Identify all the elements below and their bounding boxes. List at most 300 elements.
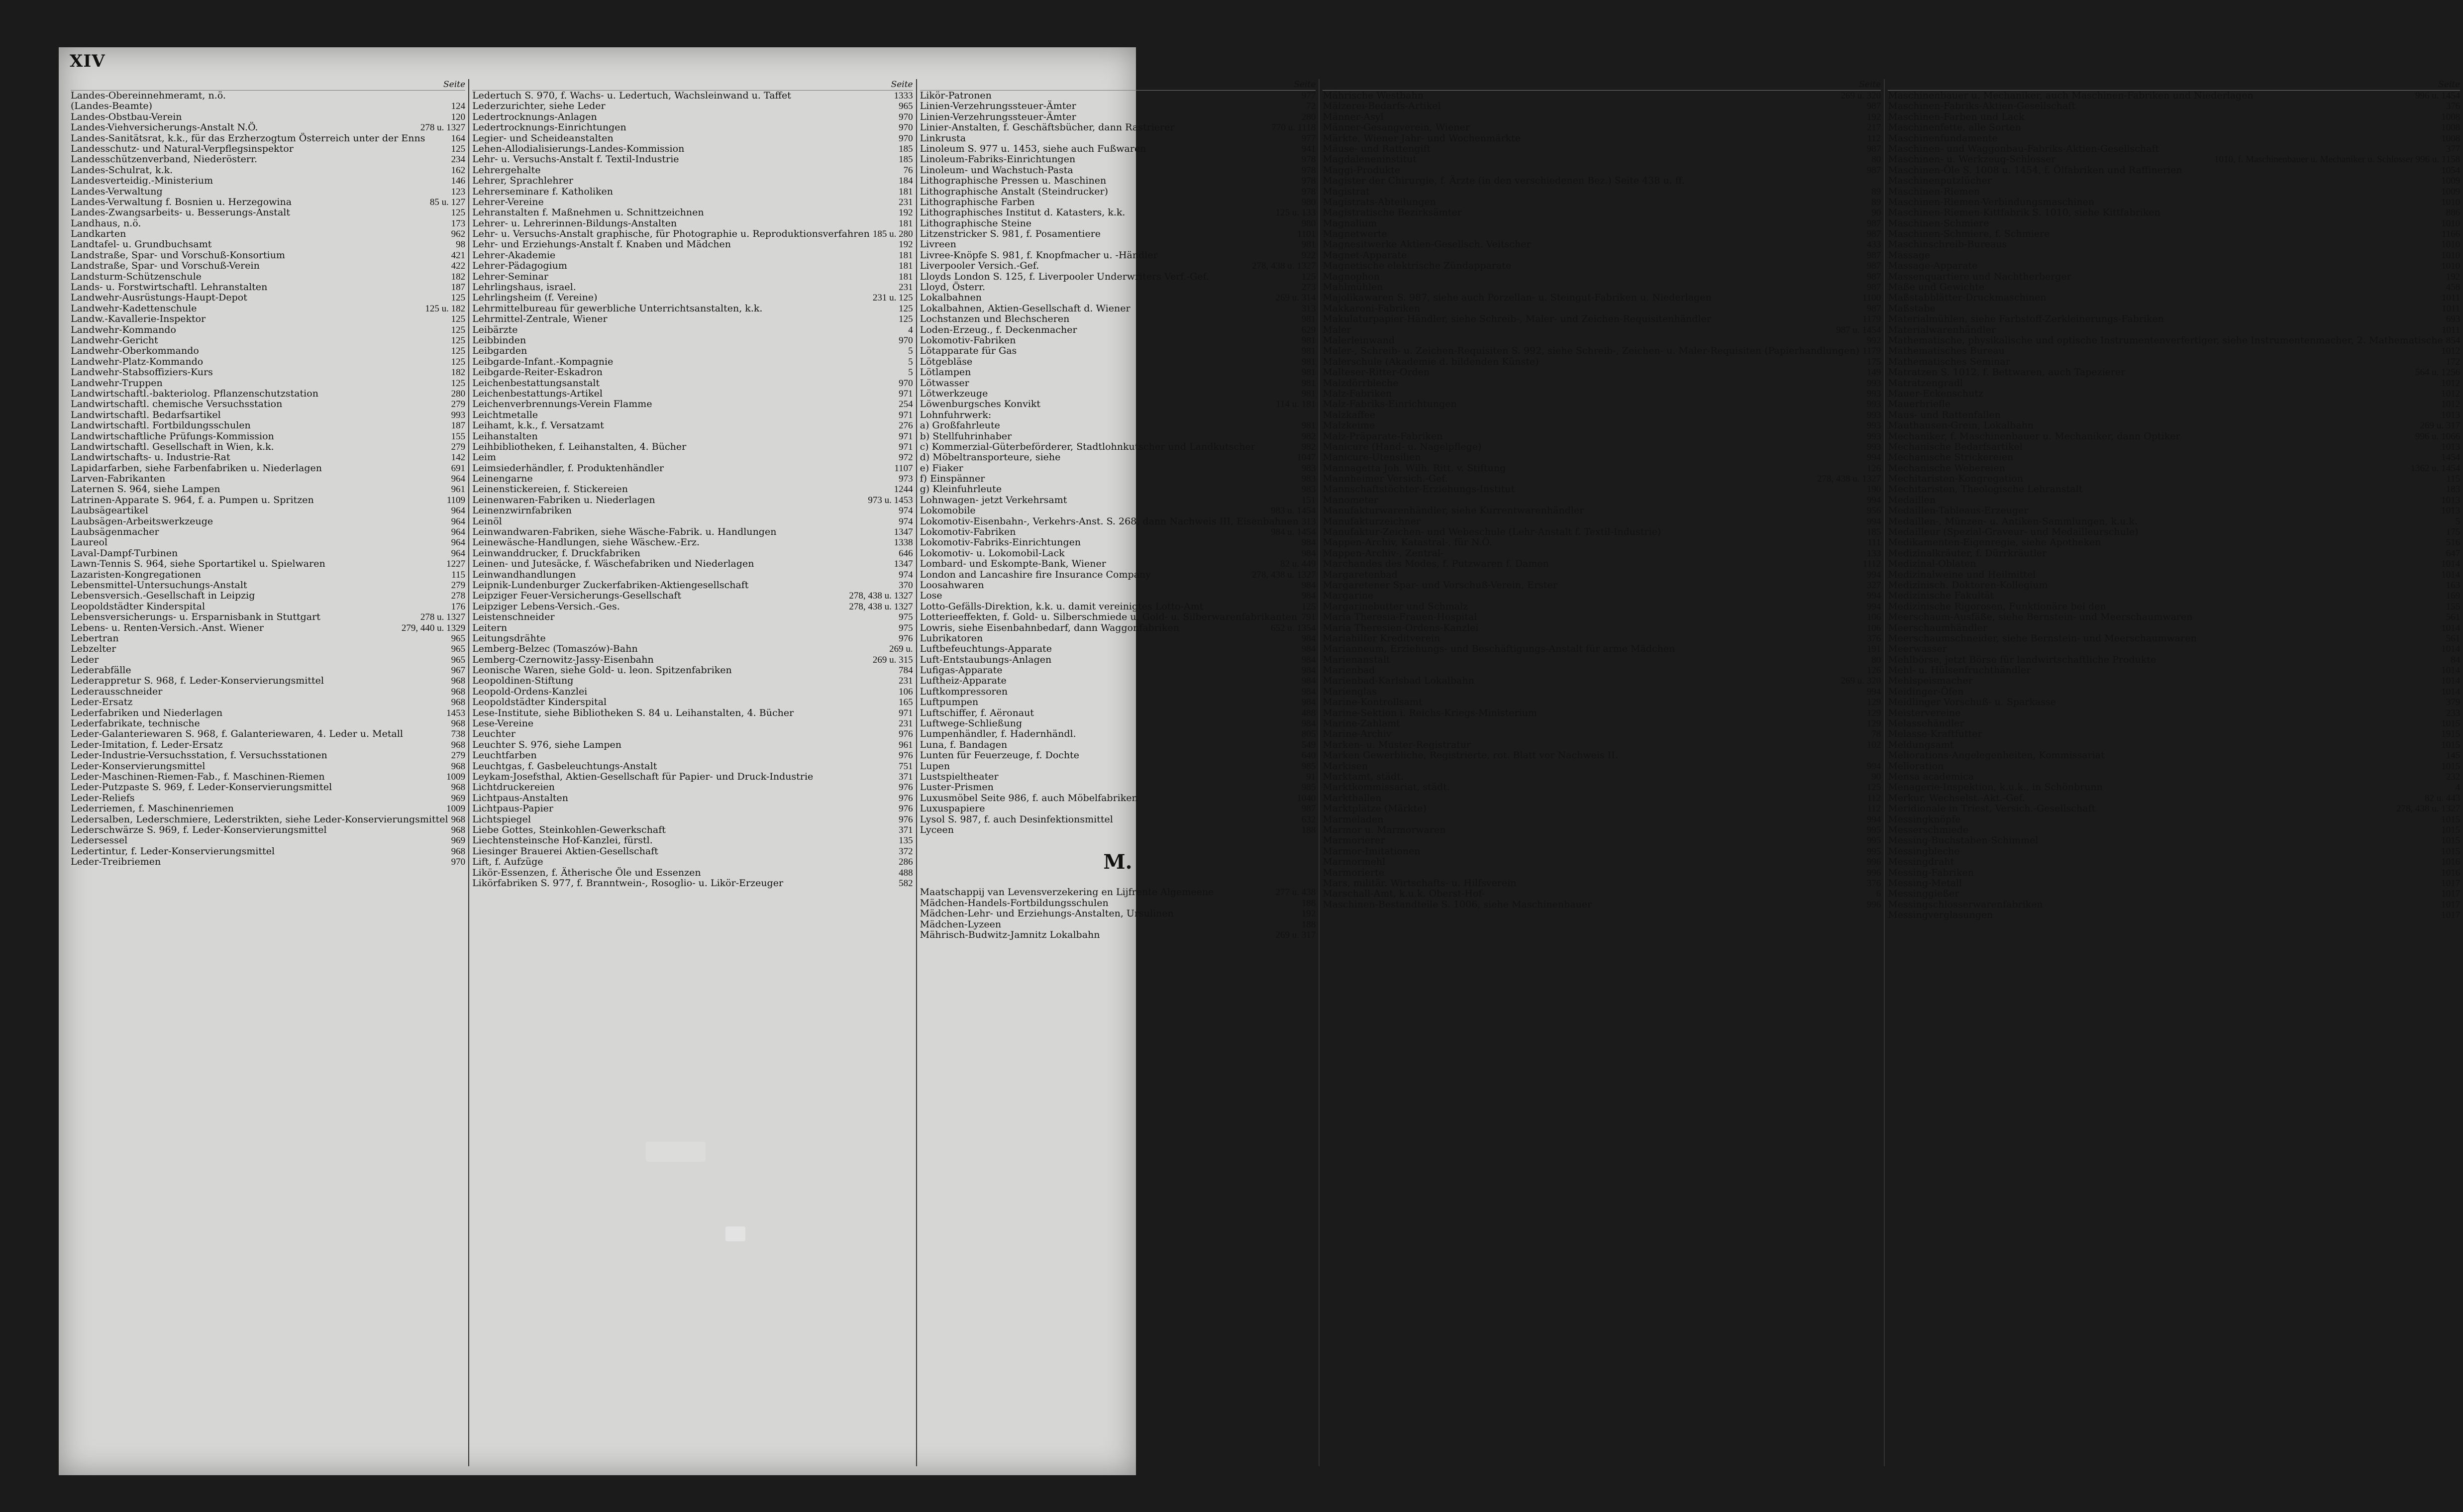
index-entry bbox=[71, 176, 465, 186]
entry-term: Marschall-Amt, k.u.k. Oberst-Hof- bbox=[1323, 888, 1485, 900]
index-entry bbox=[1323, 868, 1881, 878]
entry-page: 981 bbox=[1301, 356, 1316, 367]
entry-page: 964 bbox=[451, 505, 466, 516]
index-entry bbox=[71, 410, 465, 420]
index-entry bbox=[920, 357, 1316, 367]
index-entry bbox=[1888, 239, 2460, 250]
index-entry bbox=[472, 804, 913, 814]
entry-term: Lehr- u. Versuchs-Anstalt graphische, für Photographie u. Reproduktionsverfahren bbox=[472, 228, 870, 240]
entry-term: Leibgarden bbox=[472, 345, 527, 357]
entry-term: Lokomotiv-Eisenbahn-, Verkehrs-Anst. S. 268, dann Nachweis III, Eisenbahnen bbox=[920, 515, 1299, 527]
entry-page: 146 bbox=[451, 176, 466, 187]
entry-term: Landwehr-Platz-Kommando bbox=[71, 356, 204, 367]
entry-term: Maschinen-Riemen bbox=[1888, 186, 1980, 197]
entry-page: 1227 bbox=[446, 559, 466, 570]
index-entry bbox=[920, 708, 1316, 718]
entry-page: 4 bbox=[2455, 782, 2461, 793]
index-entry bbox=[1888, 335, 2460, 346]
index-entry bbox=[920, 431, 1316, 442]
index-entry bbox=[920, 463, 1316, 474]
index-entry bbox=[1888, 229, 2460, 239]
entry-term: Landwehr-Oberkommando bbox=[71, 345, 199, 357]
entry-page: 125 u. 133 bbox=[1275, 207, 1316, 218]
entry-term: Lichtspiegel bbox=[472, 813, 531, 825]
entry-page: 974 bbox=[899, 516, 913, 527]
entry-page: 1009 bbox=[446, 804, 466, 814]
index-entry bbox=[472, 325, 913, 335]
index-entry bbox=[920, 442, 1316, 452]
entry-term: Landesschützenverband, Niederösterr. bbox=[71, 154, 257, 165]
entry-term: Margaretener Spar- und Vorschuß-Verein, Erster bbox=[1323, 579, 1557, 591]
entry-term: Mehl- u. Hülsenfruchthändler bbox=[1888, 665, 2031, 676]
entry-page: 114 u. 181 bbox=[1276, 399, 1316, 410]
entry-page: 975 bbox=[899, 622, 913, 633]
index-entry bbox=[1323, 122, 1881, 133]
entry-page: 973 u. 1453 bbox=[868, 495, 913, 505]
index-entry bbox=[1323, 548, 1881, 559]
entry-term: Lebertran bbox=[71, 632, 119, 644]
index-entry bbox=[71, 389, 465, 399]
entry-term: Lebens- u. Renten-Versich.-Anst. Wiener bbox=[71, 622, 264, 633]
entry-page: 962 bbox=[451, 229, 466, 240]
entry-page: 422 bbox=[451, 261, 466, 272]
entry-page: 976 bbox=[899, 633, 913, 644]
entry-page: 165 bbox=[899, 697, 913, 708]
index-entry bbox=[472, 495, 913, 505]
entry-page: 970 bbox=[899, 133, 913, 144]
entry-term: Messerschmiede bbox=[1888, 824, 1969, 835]
index-entry bbox=[1888, 272, 2460, 282]
entry-page: 269 u. 320 bbox=[1841, 676, 1881, 687]
entry-term: Messing-Buchstaben-Schimmel bbox=[1888, 835, 2039, 846]
index-entry bbox=[1888, 101, 2460, 111]
entry-page: 964 bbox=[451, 548, 466, 559]
entry-page: 984 bbox=[1301, 654, 1316, 665]
entry-term: Lands- u. Forstwirtschaftl. Lehranstalten bbox=[71, 282, 268, 293]
entry-page: 106 bbox=[1866, 612, 1881, 623]
index-entry bbox=[920, 218, 1316, 229]
entry-page: 994 bbox=[1866, 686, 1881, 697]
index-entry bbox=[472, 378, 913, 389]
entry-page: 1010 bbox=[2441, 239, 2461, 250]
entry-page: 1015 bbox=[2441, 824, 2461, 835]
entry-term: Medizinische Rigorosen, Funktionäre bei den bbox=[1888, 601, 2106, 612]
index-entry bbox=[1888, 176, 2460, 186]
entry-page: 970 bbox=[451, 857, 466, 868]
index-entry bbox=[1888, 144, 2460, 154]
entry-term: Leonische Waren, siehe Gold- u. leon. Spitzenfabriken bbox=[472, 665, 732, 676]
entry-page: 125 bbox=[451, 314, 466, 325]
entry-page: 125 bbox=[451, 356, 466, 367]
index-entry bbox=[1888, 825, 2460, 835]
index-entry bbox=[920, 687, 1316, 697]
entry-page: 269 u. 320 bbox=[1841, 91, 1881, 101]
index-entry bbox=[1888, 474, 2460, 484]
index-entry bbox=[920, 665, 1316, 676]
index-entry bbox=[472, 197, 913, 207]
entry-page: 994 bbox=[1866, 761, 1881, 772]
entry-term: Marken- u. Muster-Registratur bbox=[1323, 739, 1471, 750]
index-entry bbox=[71, 644, 465, 654]
index-entry bbox=[71, 303, 465, 314]
entry-term: Landwehr-Truppen bbox=[71, 377, 163, 389]
index-entry bbox=[1323, 399, 1881, 409]
entry-term: Landes-Verwaltung bbox=[71, 186, 163, 197]
entry-page: 1454 bbox=[2441, 452, 2461, 463]
entry-page: 693 bbox=[2446, 314, 2461, 325]
entry-term: Melioration bbox=[1888, 760, 1944, 772]
index-entry bbox=[1888, 782, 2460, 793]
index-entry bbox=[472, 623, 913, 633]
entry-term: Männer-Gesangverein, Wiener bbox=[1323, 122, 1470, 133]
index-entry bbox=[71, 314, 465, 324]
entry-page: 984 bbox=[1301, 537, 1316, 548]
entry-term: Magnetische elektrische Zündapparate bbox=[1323, 260, 1512, 272]
entry-term: Leihamt, k.k., f. Versatzamt bbox=[472, 420, 604, 431]
index-entry bbox=[920, 612, 1316, 622]
index-entry bbox=[71, 527, 465, 537]
entry-page: 98 bbox=[456, 239, 466, 250]
entry-page: 102 bbox=[1866, 739, 1881, 750]
entry-page: 996 u. 1066 bbox=[2415, 431, 2461, 442]
entry-term: Maschinenputzlücher bbox=[1888, 175, 1992, 187]
entry-page: 995 bbox=[1866, 835, 1881, 846]
index-entry bbox=[1888, 495, 2460, 505]
entry-term: Maria Theresien-Ordens-Kanzlei bbox=[1323, 622, 1479, 633]
entry-term: Messingverglasungen bbox=[1888, 909, 1993, 921]
index-entry bbox=[920, 898, 1316, 908]
entry-term: Lehrer-Akademie bbox=[472, 249, 556, 261]
entry-term: Mechaniker, f. Maschinenbauer u. Mechaniker, dann Optiker bbox=[1888, 430, 2180, 442]
entry-page: 971 bbox=[899, 431, 913, 442]
index-entry bbox=[920, 527, 1316, 537]
entry-page: 984 bbox=[1301, 718, 1316, 729]
index-entry bbox=[1323, 804, 1881, 814]
entry-page: 996 bbox=[1866, 867, 1881, 878]
index-entry bbox=[920, 814, 1316, 825]
index-entry bbox=[1323, 708, 1881, 718]
index-entry bbox=[1323, 197, 1881, 207]
entry-page: 968 bbox=[451, 697, 466, 708]
entry-page: 805 bbox=[1301, 729, 1316, 740]
entry-page: 80 bbox=[1871, 154, 1881, 165]
index-entry bbox=[71, 197, 465, 207]
index-entry bbox=[71, 516, 465, 527]
entry-term: Latrinen-Apparate S. 964, f. a. Pumpen u. Spritzen bbox=[71, 494, 314, 505]
index-entry bbox=[920, 293, 1316, 303]
index-entry bbox=[920, 389, 1316, 399]
entry-page: 72 bbox=[1306, 101, 1316, 112]
entry-page: 188 bbox=[1301, 919, 1316, 930]
entry-page: 976 bbox=[899, 804, 913, 814]
entry-term: Leibgarde-Infant.-Kompagnie bbox=[472, 356, 614, 367]
entry-term: Meridionale in Triest, Versich.-Gesellschaft bbox=[1888, 803, 2096, 814]
entry-term: Lederabfälle bbox=[71, 665, 131, 676]
entry-term: Magnet-Apparate bbox=[1323, 249, 1407, 261]
entry-page: 985 bbox=[1301, 782, 1316, 793]
entry-page: 1009 bbox=[2441, 176, 2461, 187]
entry-term: Medizinalweine und Heilmittel bbox=[1888, 569, 2036, 580]
index-entry bbox=[920, 239, 1316, 250]
index-entry bbox=[1323, 835, 1881, 846]
index-entry bbox=[920, 314, 1316, 324]
entry-page: 133 bbox=[1866, 548, 1881, 559]
index-entry bbox=[1323, 187, 1881, 197]
entry-page: 1915 bbox=[2441, 729, 2461, 740]
entry-term: Leuchtfarben bbox=[472, 750, 537, 761]
entry-term: Maschinen-Riemen-Verbindungsmaschinen bbox=[1888, 196, 2095, 207]
entry-term: Lebzelter bbox=[71, 643, 116, 655]
entry-term: Lotterieeffekten, f. Gold- u. Silberschmiede u. Gold- u. Silberwarenfabrikanten bbox=[920, 611, 1298, 623]
entry-term: Lehranstalten f. Maßnehmen u. Schnittzeichnen bbox=[472, 207, 704, 218]
entry-term: Lehrlingsheim (f. Vereine) bbox=[472, 292, 598, 303]
entry-page: 1008 bbox=[2441, 122, 2461, 133]
index-entry bbox=[71, 399, 465, 409]
index-entry bbox=[920, 484, 1316, 495]
index-entry bbox=[472, 868, 913, 878]
entry-term: Linoleum S. 977 u. 1453, siehe auch Fußwaren bbox=[920, 143, 1146, 154]
entry-term: Marktkommissariat, städt. bbox=[1323, 782, 1450, 793]
index-entry bbox=[472, 665, 913, 676]
entry-page: 1013 bbox=[2441, 441, 2461, 452]
entry-term: Manicure-Utensilien bbox=[1323, 452, 1421, 463]
entry-page: 279 bbox=[451, 580, 466, 591]
entry-page: 78 bbox=[1871, 729, 1881, 740]
entry-term: Landw.-Kavallerie-Inspektor bbox=[71, 313, 206, 325]
index-entry bbox=[920, 122, 1316, 133]
index-entry bbox=[920, 570, 1316, 580]
index-entry bbox=[472, 697, 913, 707]
index-entry bbox=[1888, 602, 2460, 612]
index-entry bbox=[1323, 655, 1881, 665]
entry-page: 231 bbox=[899, 282, 913, 293]
index-entry bbox=[1888, 900, 2460, 910]
index-entry bbox=[1323, 325, 1881, 335]
entry-term: Leykam-Josefsthal, Aktien-Gesellschaft für Papier- und Druck-Industrie bbox=[472, 771, 814, 782]
index-entry bbox=[472, 591, 913, 601]
entry-page: 1008 bbox=[2441, 111, 2461, 122]
index-entry bbox=[1323, 505, 1881, 516]
index-entry bbox=[1888, 431, 2460, 442]
entry-term: Ledertrocknungs-Anlagen bbox=[472, 111, 597, 122]
entry-term: Maschinen-Bestandteile S. 1006, siehe Maschinenbauer bbox=[1323, 899, 1592, 910]
index-entry bbox=[1323, 229, 1881, 239]
index-entry bbox=[1323, 303, 1881, 314]
index-entry bbox=[920, 718, 1316, 729]
entry-page: 1112 bbox=[1862, 559, 1881, 570]
entry-term: Leopold-Ordens-Kanzlei bbox=[472, 686, 588, 697]
entry-page: 981 bbox=[1301, 239, 1316, 250]
entry-page: 981 bbox=[1301, 367, 1316, 378]
index-entry bbox=[71, 655, 465, 665]
index-entry bbox=[1323, 772, 1881, 782]
index-entry bbox=[920, 591, 1316, 601]
entry-page: 561 bbox=[2446, 612, 2461, 623]
index-entry bbox=[1323, 729, 1881, 739]
entry-page: 1101 bbox=[1297, 229, 1316, 240]
entry-page: 280 bbox=[451, 388, 466, 399]
entry-page: 129 bbox=[1866, 718, 1881, 729]
entry-page: 234 bbox=[451, 154, 466, 165]
entry-term: Malerschule (Akademie d. bildenden Künste) bbox=[1323, 356, 1539, 367]
entry-term: Landwirtschaftl. Bedarfsartikel bbox=[71, 409, 221, 420]
entry-page: 985 bbox=[1301, 761, 1316, 772]
entry-page: 125 bbox=[451, 143, 466, 154]
entry-page: 190 bbox=[1866, 484, 1881, 495]
entry-page: 1013 bbox=[2441, 409, 2461, 420]
entry-term: Medizinalkräuter, f. Dürrkräutler bbox=[1888, 547, 2047, 559]
entry-page: 978 bbox=[1301, 176, 1316, 187]
entry-page: 970 bbox=[899, 378, 913, 389]
entry-page: 981 bbox=[1301, 420, 1316, 431]
index-entry bbox=[920, 804, 1316, 814]
entry-term: Lithographische Steine bbox=[920, 217, 1032, 229]
index-entry bbox=[472, 122, 913, 133]
entry-term: Lehrergehalte bbox=[472, 164, 541, 176]
index-entry bbox=[920, 580, 1316, 591]
index-entry bbox=[1323, 293, 1881, 303]
entry-term: Leuchtgas, f. Gasbeleuchtungs-Anstalt bbox=[472, 760, 657, 772]
index-entry bbox=[920, 729, 1316, 739]
entry-page: 125 bbox=[451, 335, 466, 346]
index-entry bbox=[71, 239, 465, 250]
entry-term: Marienbad-Karlsbad Lokalbahn bbox=[1323, 675, 1474, 687]
index-entry bbox=[1323, 761, 1881, 772]
entry-page: 123 bbox=[451, 186, 466, 197]
entry-term: Ledertuch S. 970, f. Wachs- u. Ledertuch, Wachsleinwand u. Taffet bbox=[472, 90, 791, 101]
entry-term: Margaretenbad bbox=[1323, 569, 1398, 580]
index-entry bbox=[472, 420, 913, 431]
entry-term: Magistrats-Abteilungen bbox=[1323, 196, 1436, 207]
index-entry bbox=[472, 793, 913, 804]
entry-page: 1015 bbox=[2441, 761, 2461, 772]
entry-term: Lehrlingshaus, israel. bbox=[472, 282, 576, 293]
entry-term: Ledersalben, Lederschmiere, Lederstrikten, siehe Leder-Konservierungsmittel bbox=[71, 813, 448, 825]
entry-page: 981 bbox=[1301, 346, 1316, 357]
index-entry bbox=[1323, 718, 1881, 729]
entry-page: 125 bbox=[1301, 271, 1316, 282]
entry-page: 993 bbox=[1866, 441, 1881, 452]
index-entry bbox=[1888, 612, 2460, 622]
seite-header: Seite bbox=[1888, 79, 2460, 91]
entry-page: 279 bbox=[451, 750, 466, 761]
entry-page: 1015 bbox=[2441, 846, 2461, 857]
index-entry bbox=[472, 729, 913, 739]
index-entry bbox=[1323, 165, 1881, 176]
entry-page: 111 bbox=[1867, 537, 1881, 548]
entry-term: d) Möbeltransporteure, siehe bbox=[920, 452, 1061, 463]
entry-page: 984 bbox=[1301, 633, 1316, 644]
entry-term: Lehrer-Seminar bbox=[472, 271, 548, 282]
entry-page: 982 bbox=[1301, 441, 1316, 452]
entry-term: Meldungsamt bbox=[1888, 739, 1954, 750]
entry-term: Landes-Viehversicherungs-Anstalt N.Ö. bbox=[71, 122, 258, 133]
index-entry bbox=[71, 187, 465, 197]
index-entry bbox=[1888, 761, 2460, 772]
index-entry bbox=[1888, 537, 2460, 548]
seite-header: Seite bbox=[71, 79, 465, 91]
entry-page: 1244 bbox=[894, 484, 913, 495]
entry-page: 129 bbox=[1866, 707, 1881, 718]
entry-page: 646 bbox=[899, 548, 913, 559]
entry-term: Mathematische, physikalische und optische Instrumentenverfertiger, siehe Instrumentenmacher, 2. Mathematische bbox=[1888, 334, 2443, 346]
entry-term: Lokomotiv-Fabriken bbox=[920, 334, 1016, 346]
entry-term: Landwirtschaftl. chemische Versuchsstation bbox=[71, 399, 283, 410]
entry-page: 84 bbox=[2451, 654, 2461, 665]
index-entry bbox=[1888, 772, 2460, 782]
index-entry bbox=[1323, 537, 1881, 548]
entry-term: Maschinen- u. Werkzeug-Schlosser bbox=[1888, 154, 2056, 165]
entry-page: 976 bbox=[899, 729, 913, 740]
entry-term: Leinen- und Jutesäcke, f. Wäschefabriken und Niederlagen bbox=[472, 558, 754, 570]
index-entry bbox=[1888, 591, 2460, 601]
index-entry bbox=[71, 697, 465, 707]
entry-page: 106 bbox=[1866, 622, 1881, 633]
entry-page: 126 bbox=[1866, 463, 1881, 474]
index-entry bbox=[71, 633, 465, 644]
index-entry bbox=[472, 463, 913, 474]
entry-term: Leder-Konservierungsmittel bbox=[71, 760, 205, 772]
entry-term: Leichenbestattungs-Artikel bbox=[472, 388, 603, 399]
entry-term: Lokomotiv-Fabriks-Einrichtungen bbox=[920, 537, 1081, 548]
entry-page: 977 bbox=[1301, 133, 1316, 144]
entry-term: Marmor u. Marmorwaren bbox=[1323, 824, 1446, 835]
index-entry bbox=[71, 431, 465, 442]
entry-term: Maschinenbauer u. Mechaniker, auch Maschinen-Fabriken und Niederlagen bbox=[1888, 90, 2254, 101]
index-entry bbox=[1888, 718, 2460, 729]
index-entry bbox=[71, 772, 465, 782]
entry-term: Landwirtschafts- u. Industrie-Rat bbox=[71, 452, 230, 463]
entry-page: 996 u. 1454 bbox=[2415, 91, 2461, 101]
entry-page: 981 bbox=[1301, 388, 1316, 399]
entry-term: Leibärzte bbox=[472, 324, 518, 335]
entry-term: Marmor-Imitationen bbox=[1323, 845, 1421, 857]
index-entry bbox=[71, 835, 465, 846]
index-entry bbox=[920, 346, 1316, 356]
entry-term: Lebensversich.-Gesellschaft in Leipzig bbox=[71, 590, 255, 602]
entry-term: Luftschiffer, f. Aëronaut bbox=[920, 707, 1034, 718]
entry-page: 987 bbox=[1866, 282, 1881, 293]
index-entry bbox=[472, 516, 913, 527]
entry-page: 276 bbox=[899, 420, 913, 431]
index-entry bbox=[71, 218, 465, 229]
entry-page: 640 bbox=[1301, 750, 1316, 761]
entry-page: 993 bbox=[1866, 399, 1881, 410]
entry-page: 987 bbox=[1866, 143, 1881, 154]
index-entry bbox=[472, 708, 913, 718]
entry-term: Luxusmöbel Seite 986, f. auch Möbelfabriken bbox=[920, 792, 1138, 804]
entry-term: Lehrer- u. Lehrerinnen-Bildungs-Anstalten bbox=[472, 217, 677, 229]
index-entry bbox=[71, 101, 465, 111]
index-entry bbox=[920, 887, 1316, 898]
entry-page: 370 bbox=[899, 580, 913, 591]
entry-term: Mechanische Bedarfsartikel bbox=[1888, 441, 2023, 452]
entry-term: Mariahilfer Kreditverein bbox=[1323, 632, 1440, 644]
index-entry bbox=[1323, 378, 1881, 389]
entry-page: 973 bbox=[899, 474, 913, 485]
entry-page: 5 bbox=[908, 367, 913, 378]
entry-term: Likör-Essenzen, f. Ätherische Öle und Essenzen bbox=[472, 867, 701, 878]
index-entry bbox=[71, 346, 465, 356]
index-entry bbox=[1888, 314, 2460, 324]
entry-page: 192 bbox=[899, 207, 913, 218]
index-entry bbox=[472, 239, 913, 250]
entry-page: 269 u. 314 bbox=[1275, 293, 1316, 303]
entry-term: Malteser-Ritter-Orden bbox=[1323, 367, 1430, 378]
entry-page: 968 bbox=[451, 676, 466, 687]
entry-page: 280 bbox=[1301, 111, 1316, 122]
entry-page: 185 u. 280 bbox=[872, 229, 913, 240]
